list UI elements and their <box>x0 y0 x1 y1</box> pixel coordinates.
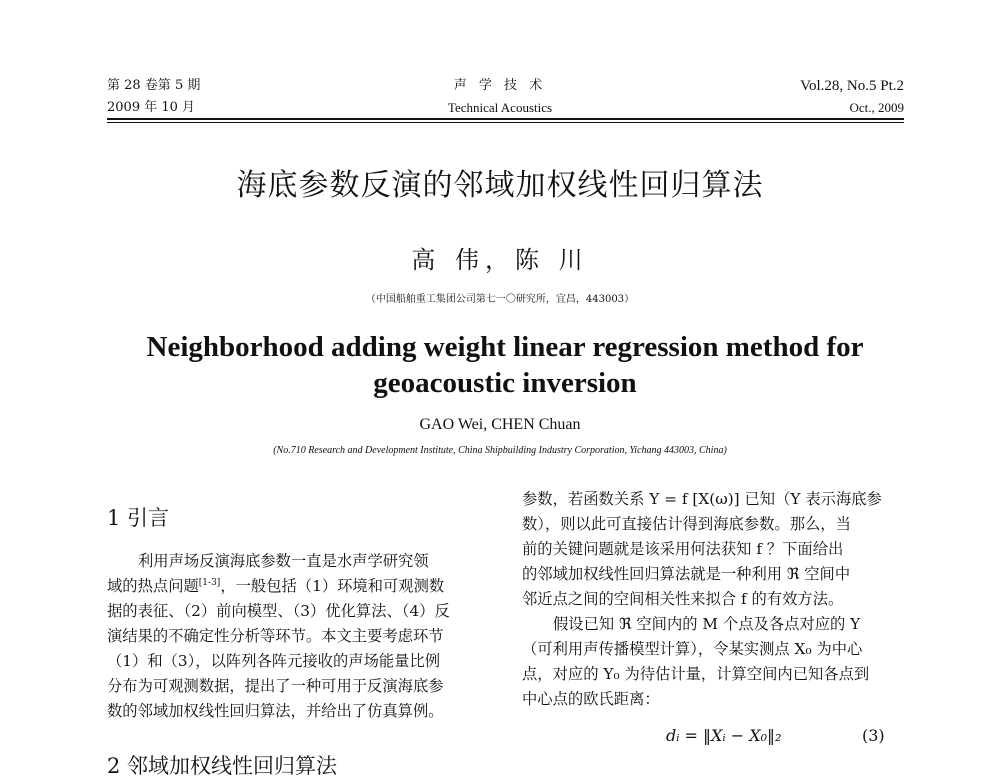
equation-3: dᵢ = ‖Xᵢ − X₀‖₂ <box>666 726 782 745</box>
paragraph-line: 点，对应的 Y₀ 为待估计量，计算空间内已知各点到 <box>522 665 870 683</box>
paragraph-line: （1）和（3），以阵列各阵元接收的声场能量比例 <box>107 652 441 670</box>
left-column <box>107 549 492 724</box>
paragraph-line: 假设已知 ℜ 空间内的 M 个点及各点对应的 Y <box>553 615 861 633</box>
header-rule-thin <box>107 122 904 123</box>
paragraph-line: 分布为可观测数据，提出了一种可用于反演海底参 <box>107 677 444 695</box>
paper-title-en: Neighborhood adding weight linear regression method for geoacoustic inversion <box>146 331 864 399</box>
paragraph-line: 数），则以此可直接估计得到海底参数。那么，当 <box>522 515 851 533</box>
volume-issue-cn: 第 28 卷第 5 期 <box>107 78 201 93</box>
journal-name-cn: 声 学 技 术 <box>453 78 547 93</box>
equation-number: (3) <box>862 726 885 745</box>
paragraph-line: 中心点的欧氏距离： <box>522 690 660 708</box>
affiliation-cn: （中国船舶重工集团公司第七一〇研究所，宜昌，443003） <box>365 294 635 305</box>
paragraph-text: ，一般包括（1）环境和可观测数 <box>220 577 445 595</box>
paragraph-text: 域的热点问题 <box>107 577 199 595</box>
date-cn: 2009 年 10 月 <box>107 100 196 115</box>
journal-name-en: Technical Acoustics <box>447 100 553 115</box>
paragraph-line <box>107 574 492 599</box>
paragraph-line: 参数，若函数关系 Y = f [X(ω)] 已知（Y 表示海底参 <box>522 490 882 508</box>
paragraph-line: 演结果的不确定性分析等环节。本文主要考虑环节 <box>107 627 444 645</box>
date-en: Oct., 2009 <box>849 100 904 115</box>
affiliation-en: (No.710 Research and Development Institute, China Shipbuilding Industry Corporation, Yichang 443003, China) <box>273 445 727 456</box>
section-heading-introduction: 1 引言 <box>107 506 170 530</box>
paper-title-cn: 海底参数反演的邻域加权线性回归算法 <box>236 168 764 203</box>
paragraph-line: 邻近点之间的空间相关性来拟合 f 的有效方法。 <box>522 590 844 608</box>
paragraph-line: 的邻域加权线性回归算法就是一种利用 ℜ 空间中 <box>522 565 851 583</box>
right-column <box>522 487 907 712</box>
paragraph-line: 数的邻域加权线性回归算法，并给出了仿真算例。 <box>107 702 444 720</box>
paragraph-line: 前的关键问题就是该采用何法获知 f ？下面给出 <box>522 540 844 558</box>
citation-ref[interactable]: [1-3] <box>198 577 221 588</box>
paragraph-line: 利用声场反演海底参数一直是水声学研究领 <box>138 552 429 570</box>
authors-en: GAO Wei, CHEN Chuan <box>419 416 581 433</box>
header-rule-thick <box>107 118 904 120</box>
paragraph-line: （可利用声传播模型计算），令某实测点 X₀ 为中心 <box>522 640 863 658</box>
section-heading-method: 2 邻域加权线性回归算法 <box>107 754 338 778</box>
paragraph-line: 据的表征、（2）前向模型、（3）优化算法、（4）反 <box>107 602 450 620</box>
volume-issue-en: Vol.28, No.5 Pt.2 <box>800 78 904 94</box>
authors-cn: 高 伟，陈 川 <box>411 246 589 274</box>
